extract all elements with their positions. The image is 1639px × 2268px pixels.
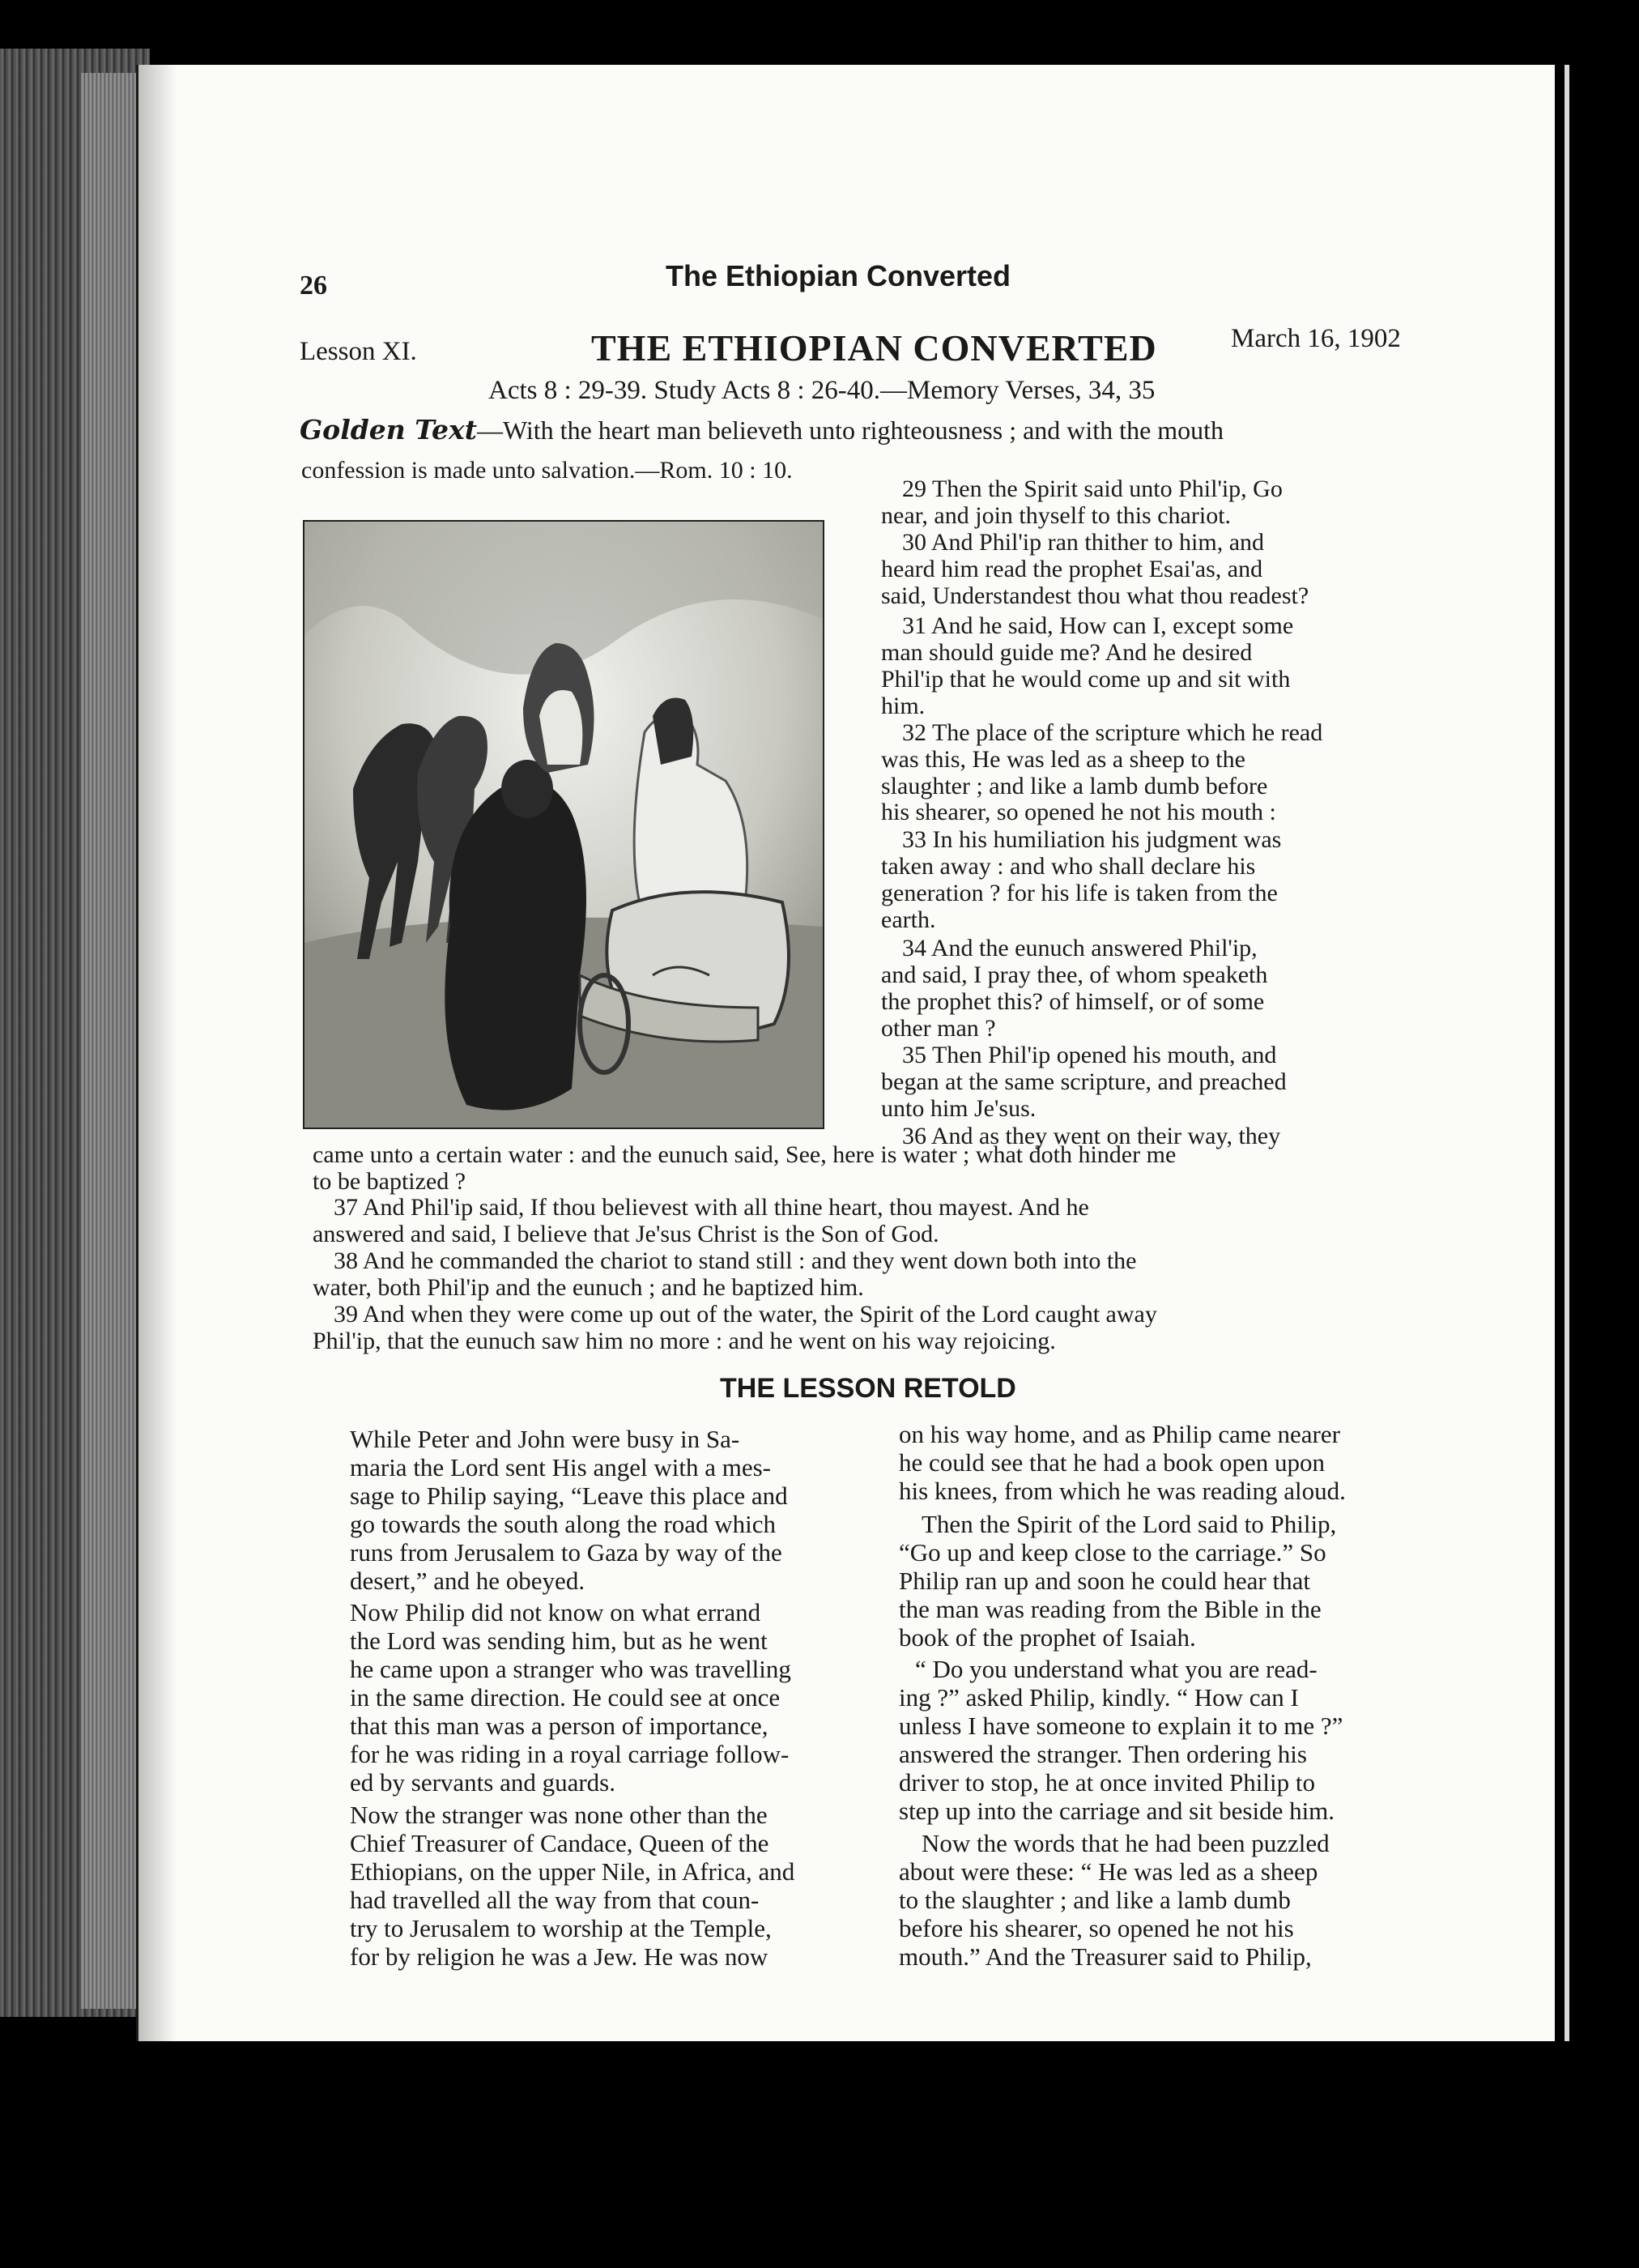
retold-left-line: had travelled all the way from that coun- bbox=[350, 1886, 760, 1914]
retold-right-line: before his shearer, so opened he not his bbox=[899, 1914, 1294, 1942]
retold-left-line: While Peter and John were busy in Sa- bbox=[350, 1425, 740, 1453]
verse-line: and said, I pray thee, of whom speaketh bbox=[881, 961, 1268, 988]
retold-right-line: mouth.” And the Treasurer said to Philip, bbox=[899, 1942, 1312, 1971]
verse-line: Phil'ip, that the eunuch saw him no more : and he went on his way rejoicing. bbox=[313, 1328, 1056, 1354]
retold-right-line: answered the stranger. Then ordering his bbox=[899, 1740, 1307, 1768]
verse-line: other man ? bbox=[881, 1015, 996, 1042]
retold-right-line: book of the prophet of Isaiah. bbox=[899, 1623, 1196, 1652]
running-head: The Ethiopian Converted bbox=[666, 259, 1011, 292]
page-number: 26 bbox=[300, 271, 327, 301]
verse-line: generation ? for his life is taken from the bbox=[881, 880, 1278, 906]
retold-right-line: his knees, from which he was reading aloud. bbox=[899, 1477, 1346, 1505]
illustration-chariot bbox=[303, 520, 824, 1129]
verse-line: 31 And he said, How can I, except some bbox=[902, 612, 1294, 639]
retold-left-line: Chief Treasurer of Candace, Queen of the bbox=[350, 1829, 769, 1857]
verse-line: slaughter ; and like a lamb dumb before bbox=[881, 773, 1268, 799]
golden-text-label: Golden Text bbox=[300, 414, 477, 446]
retold-right-line: “Go up and keep close to the carriage.” So bbox=[899, 1538, 1326, 1567]
verse-line: 35 Then Phil'ip opened his mouth, and bbox=[902, 1042, 1277, 1068]
verse-line: 36 And as they went on their way, they bbox=[902, 1123, 1281, 1149]
facing-page-edge bbox=[1564, 65, 1569, 2041]
retold-right-line: Philip ran up and soon he could hear that bbox=[899, 1567, 1310, 1595]
verse-line: the prophet this? of himself, or of some bbox=[881, 988, 1265, 1015]
verse-line: 37 And Phil'ip said, If thou believest with all thine heart, thou mayest. And he bbox=[334, 1194, 1089, 1221]
retold-left-line: runs from Jerusalem to Gaza by way of the bbox=[350, 1538, 782, 1567]
verse-line: to be baptized ? bbox=[313, 1168, 466, 1195]
verse-line: unto him Je'sus. bbox=[881, 1095, 1037, 1122]
verse-line: earth. bbox=[881, 906, 936, 933]
retold-left-line: for by religion he was a Jew. He was now bbox=[350, 1942, 768, 1971]
retold-left-line: sage to Philip saying, “Leave this place and bbox=[350, 1481, 788, 1510]
verse-line: 30 And Phil'ip ran thither to him, and bbox=[902, 529, 1265, 556]
gutter-shadow bbox=[136, 65, 177, 2041]
retold-left-line: desert,” and he obeyed. bbox=[350, 1567, 585, 1595]
retold-right-line: the man was reading from the Bible in the bbox=[899, 1595, 1322, 1623]
verse-line: began at the same scripture, and preached bbox=[881, 1068, 1287, 1095]
retold-left-line: in the same direction. He could see at once bbox=[350, 1683, 781, 1712]
verse-line: came unto a certain water : and the eunuch said, See, here is water ; what doth hinder me bbox=[313, 1141, 1177, 1168]
retold-left-line: he came upon a stranger who was travelling bbox=[350, 1655, 791, 1683]
verse-line: 32 The place of the scripture which he read bbox=[902, 719, 1323, 746]
retold-right-line: driver to stop, he at once invited Philip to bbox=[899, 1768, 1315, 1797]
retold-heading: THE LESSON RETOLD bbox=[720, 1373, 1016, 1404]
bottom-margin-dark bbox=[136, 2041, 1557, 2268]
chariot-scene-image bbox=[304, 522, 823, 1128]
retold-left-line: for he was riding in a royal carriage follow- bbox=[350, 1740, 790, 1768]
retold-left-line: Ethiopians, on the upper Nile, in Africa, and bbox=[350, 1857, 795, 1886]
verse-line: water, both Phil'ip and the eunuch ; and he baptized him. bbox=[313, 1274, 864, 1301]
golden-text-line-1 bbox=[300, 414, 1224, 446]
retold-right-line: to the slaughter ; and like a lamb dumb bbox=[899, 1886, 1291, 1914]
verse-line: said, Understandest thou what thou readest? bbox=[881, 582, 1309, 609]
retold-left-line: Now the stranger was none other than the bbox=[350, 1801, 768, 1829]
retold-left-line: that this man was a person of importance, bbox=[350, 1712, 768, 1740]
verse-line: 29 Then the Spirit said unto Phil'ip, Go bbox=[902, 475, 1283, 502]
lesson-date: March 16, 1902 bbox=[1231, 324, 1401, 353]
retold-right-line: unless I have someone to explain it to me ?” bbox=[899, 1712, 1343, 1740]
verse-line: near, and join thyself to this chariot. bbox=[881, 502, 1232, 529]
verse-line: 34 And the eunuch answered Phil'ip, bbox=[902, 935, 1258, 961]
lesson-number: Lesson XI. bbox=[300, 337, 417, 366]
golden-text-body: —With the heart man believeth unto righteousness ; and with the mouth bbox=[476, 416, 1224, 445]
retold-left-line: Now Philip did not know on what errand bbox=[350, 1598, 761, 1626]
verse-line: taken away : and who shall declare his bbox=[881, 853, 1256, 880]
verse-line: Phil'ip that he would come up and sit with bbox=[881, 666, 1291, 693]
verse-line: 38 And he commanded the chariot to stand still : and they went down both into the bbox=[334, 1247, 1137, 1274]
retold-left-line: go towards the south along the road which bbox=[350, 1510, 777, 1538]
retold-right-line: Then the Spirit of the Lord said to Philip, bbox=[922, 1510, 1337, 1538]
retold-left-line: try to Jerusalem to worship at the Temple, bbox=[350, 1914, 772, 1942]
scripture-reference: Acts 8 : 29-39. Study Acts 8 : 26-40.—Memory Verses, 34, 35 bbox=[488, 376, 1156, 405]
retold-right-line: he could see that he had a book open upon bbox=[899, 1448, 1325, 1477]
retold-right-line: “ Do you understand what you are read- bbox=[915, 1655, 1318, 1683]
verse-line: him. bbox=[881, 693, 926, 719]
retold-right-line: step up into the carriage and sit beside him. bbox=[899, 1797, 1335, 1825]
retold-left-line: the Lord was sending him, but as he went bbox=[350, 1626, 768, 1655]
retold-right-line: Now the words that he had been puzzled bbox=[922, 1829, 1330, 1857]
verse-line: heard him read the prophet Esai'as, and bbox=[881, 556, 1263, 582]
retold-right-line: about were these: “ He was led as a sheep bbox=[899, 1857, 1318, 1886]
retold-right-line: on his way home, and as Philip came nearer bbox=[899, 1420, 1340, 1448]
retold-left-line: maria the Lord sent His angel with a mes- bbox=[350, 1453, 771, 1481]
verse-line: 39 And when they were come up out of the water, the Spirit of the Lord caught away bbox=[334, 1301, 1157, 1328]
verse-line: answered and said, I believe that Je'sus Christ is the Son of God. bbox=[313, 1221, 939, 1247]
verse-line: man should guide me? And he desired bbox=[881, 639, 1253, 666]
lesson-title: THE ETHIOPIAN CONVERTED bbox=[591, 327, 1157, 369]
retold-left-line: ed by servants and guards. bbox=[350, 1768, 615, 1797]
golden-text-line-2: confession is made unto salvation.—Rom. 10 : 10. bbox=[301, 457, 793, 484]
verse-line: 33 In his humiliation his judgment was bbox=[902, 826, 1282, 853]
retold-right-line: ing ?” asked Philip, kindly. “ How can I bbox=[899, 1683, 1299, 1712]
verse-line: was this, He was led as a sheep to the bbox=[881, 746, 1245, 773]
verse-line: his shearer, so opened he not his mouth : bbox=[881, 799, 1276, 825]
